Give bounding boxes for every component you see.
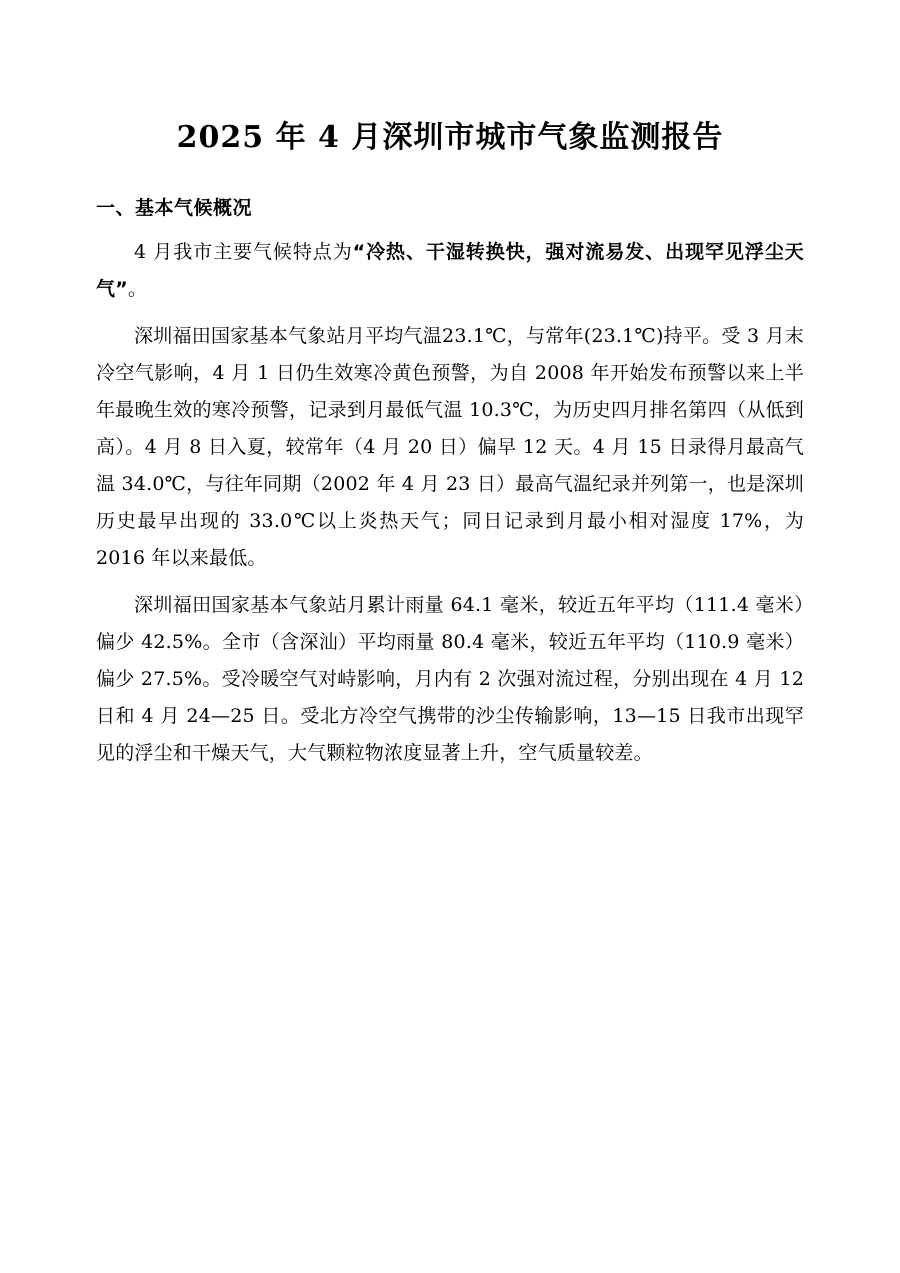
page-title: 2025 年 4 月深圳市城市气象监测报告 xyxy=(176,120,724,155)
quote-open-mark: “ xyxy=(352,240,366,263)
paragraph-lead-text: 4 月我市主要气候特点为 xyxy=(134,240,353,263)
climate-feature-quote: 冷热、干湿转换快，强对流易发、出现罕见浮尘天气 xyxy=(96,240,804,300)
paragraph-tail-punctuation: 。 xyxy=(127,277,148,300)
paragraph-rainfall-details: 深圳福田国家基本气象站月累计雨量 64.1 毫米，较近五年平均（111.4 毫米）偏少 42.5%。全市（含深汕）平均雨量 80.4 毫米，较近五年平均（110.9 毫米）偏少 27.5%。受冷暖空气对峙影响，月内有 2 次强对流过程，分别出现在 4 月 12 日和 4 月 24—25 日。受北方冷空气携带的沙尘传输影响，13—15 日我市出现罕见的浮尘和干燥天气，大气颗粒物浓度显著上升，空气质量较差。 xyxy=(96,593,804,765)
quote-close-mark: ” xyxy=(115,277,128,300)
section-heading-basic-climate: 一、基本气候概况 xyxy=(96,196,253,219)
paragraph-temperature-details: 深圳福田国家基本气象站月平均气温23.1℃，与常年(23.1℃)持平。受 3 月末冷空气影响，4 月 1 日仍生效寒冷黄色预警，为自 2008 年开始发布预警以来上半年最晚生效的寒冷预警，记录到月最低气温 10.3℃，为历史四月排名第四（从低到高）。4 月 8 日入夏，较常年（4 月 20 日）偏早 12 天。4 月 15 日录得月最高气温 34.0℃，与往年同期（2002 年 4 月 23 日）最高气温纪录并列第一，也是深圳历史最早出现的 33.0℃以上炎热天气；同日记录到月最小相对湿度 17%，为 2016 年以来最低。 xyxy=(96,324,804,569)
paragraph-climate-summary xyxy=(96,234,804,308)
